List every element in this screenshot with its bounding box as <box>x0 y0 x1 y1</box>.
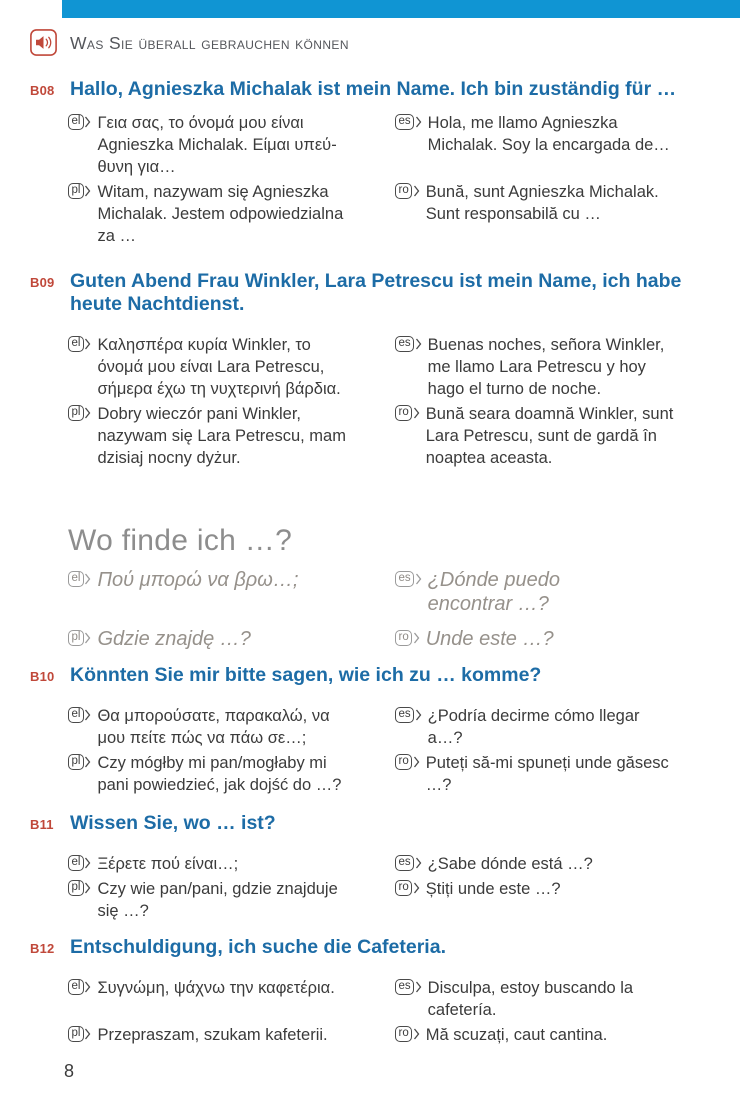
lang-tag-label: pl <box>68 754 84 770</box>
section-b10 <box>0 664 740 796</box>
section-heading: Könnten Sie mir bitte sagen, wie ich zu … komme? <box>70 664 542 686</box>
phrase-entry-pl <box>68 1024 395 1046</box>
section-label: B09 <box>30 275 55 290</box>
lang-tag-label: es <box>395 114 414 130</box>
phrase-entry-ro <box>395 878 712 900</box>
phrase-text: ¿Sabe dónde está …? <box>427 855 593 873</box>
tag-arrow-icon <box>84 571 91 587</box>
section-heading: Entschuldigung, ich suche die Cafeteria. <box>70 936 446 958</box>
lang-tag-es <box>395 979 422 995</box>
chapter-title: Was Sie überall gebrauchen können <box>70 33 349 53</box>
phrase-text: Συγνώμη, ψάχνω την καφετέρια. <box>97 979 335 997</box>
lang-tag-label: ro <box>395 880 412 896</box>
lang-tag-ro <box>395 1026 420 1042</box>
phrase-entry-es <box>395 334 712 400</box>
tag-arrow-icon <box>84 114 91 130</box>
tag-arrow-icon <box>415 114 422 130</box>
lang-tag-label: es <box>395 855 414 871</box>
phrase-entry-es <box>395 568 712 616</box>
lang-tag-label: el <box>68 336 84 352</box>
phrase-text: Πού μπορώ να βρω…; <box>97 569 299 591</box>
lang-tag-label: el <box>68 114 84 130</box>
phrase-text: ¿Podría decirme cómo llegar a…? <box>427 707 640 747</box>
phrase-entry-el <box>68 977 395 999</box>
tag-arrow-icon <box>84 855 91 871</box>
phrase-entry-el <box>68 334 395 400</box>
section-heading: Wissen Sie, wo … ist? <box>70 812 276 834</box>
phrase-text: Ξέρετε πού είναι…; <box>97 855 239 873</box>
phrase-entry-pl <box>68 403 395 469</box>
lang-tag-label: pl <box>68 880 84 896</box>
lang-tag-label: pl <box>68 630 84 646</box>
top-bar <box>62 0 740 18</box>
phrase-text: Bună, sunt Agnieszka Michalak. Sunt responsabilă cu … <box>425 183 659 223</box>
lang-tag-label: ro <box>395 630 412 646</box>
lang-tag-el <box>68 114 91 130</box>
phrase-text: ¿Dónde puedo encontrar …? <box>427 569 560 615</box>
lang-tag-es <box>395 707 422 723</box>
tag-arrow-icon <box>84 707 91 723</box>
lang-tag-label: el <box>68 979 84 995</box>
translation-grid <box>68 334 712 469</box>
lang-tag-label: es <box>395 707 414 723</box>
lang-tag-pl <box>68 1026 91 1042</box>
tag-arrow-icon <box>413 1026 420 1042</box>
tag-arrow-icon <box>415 707 422 723</box>
tag-arrow-icon <box>415 571 422 587</box>
lang-tag-pl <box>68 630 91 646</box>
phrase-entry-es <box>395 705 712 749</box>
tag-arrow-icon <box>415 855 422 871</box>
phrase-text: Bună seara doamnă Winkler, sunt Lara Petrescu, sunt de gardă în noaptea aceasta. <box>425 405 674 467</box>
section-heading: Guten Abend Frau Winkler, Lara Petrescu ist mein Name, ich habe heute Nachtdienst. <box>70 270 682 315</box>
lang-tag-ro <box>395 880 420 896</box>
lang-tag-label: pl <box>68 405 84 421</box>
phrase-entry-pl <box>68 752 395 796</box>
lang-tag-label: es <box>395 336 414 352</box>
tag-arrow-icon <box>84 754 91 770</box>
lang-tag-pl <box>68 183 91 199</box>
lang-tag-label: ro <box>395 754 412 770</box>
translation-grid <box>68 112 712 247</box>
tag-arrow-icon <box>84 405 91 421</box>
phrase-entry-es <box>395 977 712 1021</box>
phrase-text: Gdzie znajdę …? <box>97 628 251 650</box>
phrase-entry-el <box>68 112 395 178</box>
lang-tag-ro <box>395 630 420 646</box>
section-label: B08 <box>30 83 55 98</box>
lang-tag-pl <box>68 754 91 770</box>
phrase-text: Puteți să-mi spuneți unde găsesc …? <box>425 754 669 794</box>
tag-arrow-icon <box>84 630 91 646</box>
section-label: B11 <box>30 817 54 832</box>
lang-tag-label: es <box>395 979 414 995</box>
phrase-entry-ro <box>395 181 712 225</box>
phrase-entry-el <box>68 705 395 749</box>
phrase-text: Dobry wieczór pani Winkler, nazywam się Lara Petrescu, mam dzisiaj nocny dyżur. <box>97 405 346 467</box>
lang-tag-el <box>68 571 91 587</box>
tag-arrow-icon <box>84 979 91 995</box>
lang-tag-pl <box>68 405 91 421</box>
section-wo-finde-ich <box>0 524 740 651</box>
tag-arrow-icon <box>84 183 91 199</box>
translation-grid <box>68 977 712 1046</box>
lang-tag-es <box>395 855 422 871</box>
phrase-text: Witam, nazywam się Agnieszka Michalak. Jestem odpowiedzialna za … <box>97 183 344 245</box>
speaker-icon[interactable] <box>30 29 57 56</box>
phrase-text: Știți unde este …? <box>425 880 561 898</box>
lang-tag-label: es <box>395 571 414 587</box>
tag-arrow-icon <box>415 979 422 995</box>
lang-tag-el <box>68 336 91 352</box>
tag-arrow-icon <box>84 336 91 352</box>
phrase-entry-ro <box>395 627 712 651</box>
lang-tag-label: pl <box>68 183 84 199</box>
phrase-text: Przepraszam, szukam kafeterii. <box>97 1026 328 1044</box>
tag-arrow-icon <box>415 336 422 352</box>
phrase-text: Hola, me llamo Agnieszka Michalak. Soy la encargada de… <box>427 114 670 154</box>
phrase-text: Γεια σας, το όνομά μου είναι Agnieszka Michalak. Είμαι υπεύθυνη για… <box>97 114 337 176</box>
section-b09 <box>0 270 740 469</box>
lang-tag-pl <box>68 880 91 896</box>
phrase-entry-ro <box>395 752 712 796</box>
translation-grid <box>68 705 712 796</box>
tag-arrow-icon <box>413 880 420 896</box>
lang-tag-label: el <box>68 855 84 871</box>
tag-arrow-icon <box>413 183 420 199</box>
tag-arrow-icon <box>84 1026 91 1042</box>
lang-tag-label: ro <box>395 183 412 199</box>
lang-tag-label: ro <box>395 405 412 421</box>
phrase-entry-el <box>68 568 395 592</box>
phrase-text: Czy mógłby mi pan/mogłaby mi pani powiedzieć, jak dojść do …? <box>97 754 342 794</box>
section-b08 <box>0 78 740 247</box>
lang-tag-label: ro <box>395 1026 412 1042</box>
phrase-entry-pl <box>68 181 395 247</box>
lang-tag-es <box>395 114 422 130</box>
section-label: B12 <box>30 941 55 956</box>
lang-tag-el <box>68 707 91 723</box>
phrase-entry-ro <box>395 1024 712 1046</box>
section-b11 <box>0 812 740 922</box>
translation-grid <box>68 853 712 922</box>
phrase-text: Czy wie pan/pani, gdzie znajduje się …? <box>97 880 338 920</box>
phrase-text: Καλησπέρα κυρία Winkler, το όνομά μου είναι Lara Petrescu, σήμερα έχω τη νυχτερινή βάρδια. <box>97 336 341 398</box>
phrase-entry-el <box>68 853 395 875</box>
phrase-entry-pl <box>68 627 395 651</box>
tag-arrow-icon <box>413 405 420 421</box>
lang-tag-label: el <box>68 707 84 723</box>
phrase-entry-es <box>395 112 712 156</box>
tag-arrow-icon <box>413 754 420 770</box>
phrase-text: Buenas noches, señora Winkler, me llamo Lara Petrescu y hoy hago el turno de noche. <box>427 336 665 398</box>
gray-section-heading: Wo finde ich …? <box>68 524 293 557</box>
phrase-text: Disculpa, estoy buscando la cafetería. <box>427 979 634 1019</box>
lang-tag-ro <box>395 754 420 770</box>
lang-tag-ro <box>395 183 420 199</box>
section-label: B10 <box>30 669 55 684</box>
section-b12 <box>0 936 740 1046</box>
lang-tag-es <box>395 336 422 352</box>
phrase-entry-pl <box>68 878 395 922</box>
phrase-entry-es <box>395 853 712 875</box>
lang-tag-label: pl <box>68 1026 84 1042</box>
speaker-icon-glyph <box>30 29 57 56</box>
lang-tag-ro <box>395 405 420 421</box>
phrase-text: Unde este …? <box>425 628 554 650</box>
phrase-text: Mă scuzați, caut cantina. <box>425 1026 608 1044</box>
lang-tag-el <box>68 855 91 871</box>
lang-tag-es <box>395 571 422 587</box>
section-heading: Hallo, Agnieszka Michalak ist mein Name. Ich bin zuständig für … <box>70 78 677 100</box>
tag-arrow-icon <box>84 880 91 896</box>
phrase-entry-ro <box>395 403 712 469</box>
page-number: 8 <box>64 1061 75 1081</box>
tag-arrow-icon <box>413 630 420 646</box>
phrase-text: Θα μπορούσατε, παρακαλώ, να μου πείτε πώς να πάω σε…; <box>97 707 330 747</box>
lang-tag-el <box>68 979 91 995</box>
translation-grid <box>68 568 712 651</box>
lang-tag-label: el <box>68 571 84 587</box>
